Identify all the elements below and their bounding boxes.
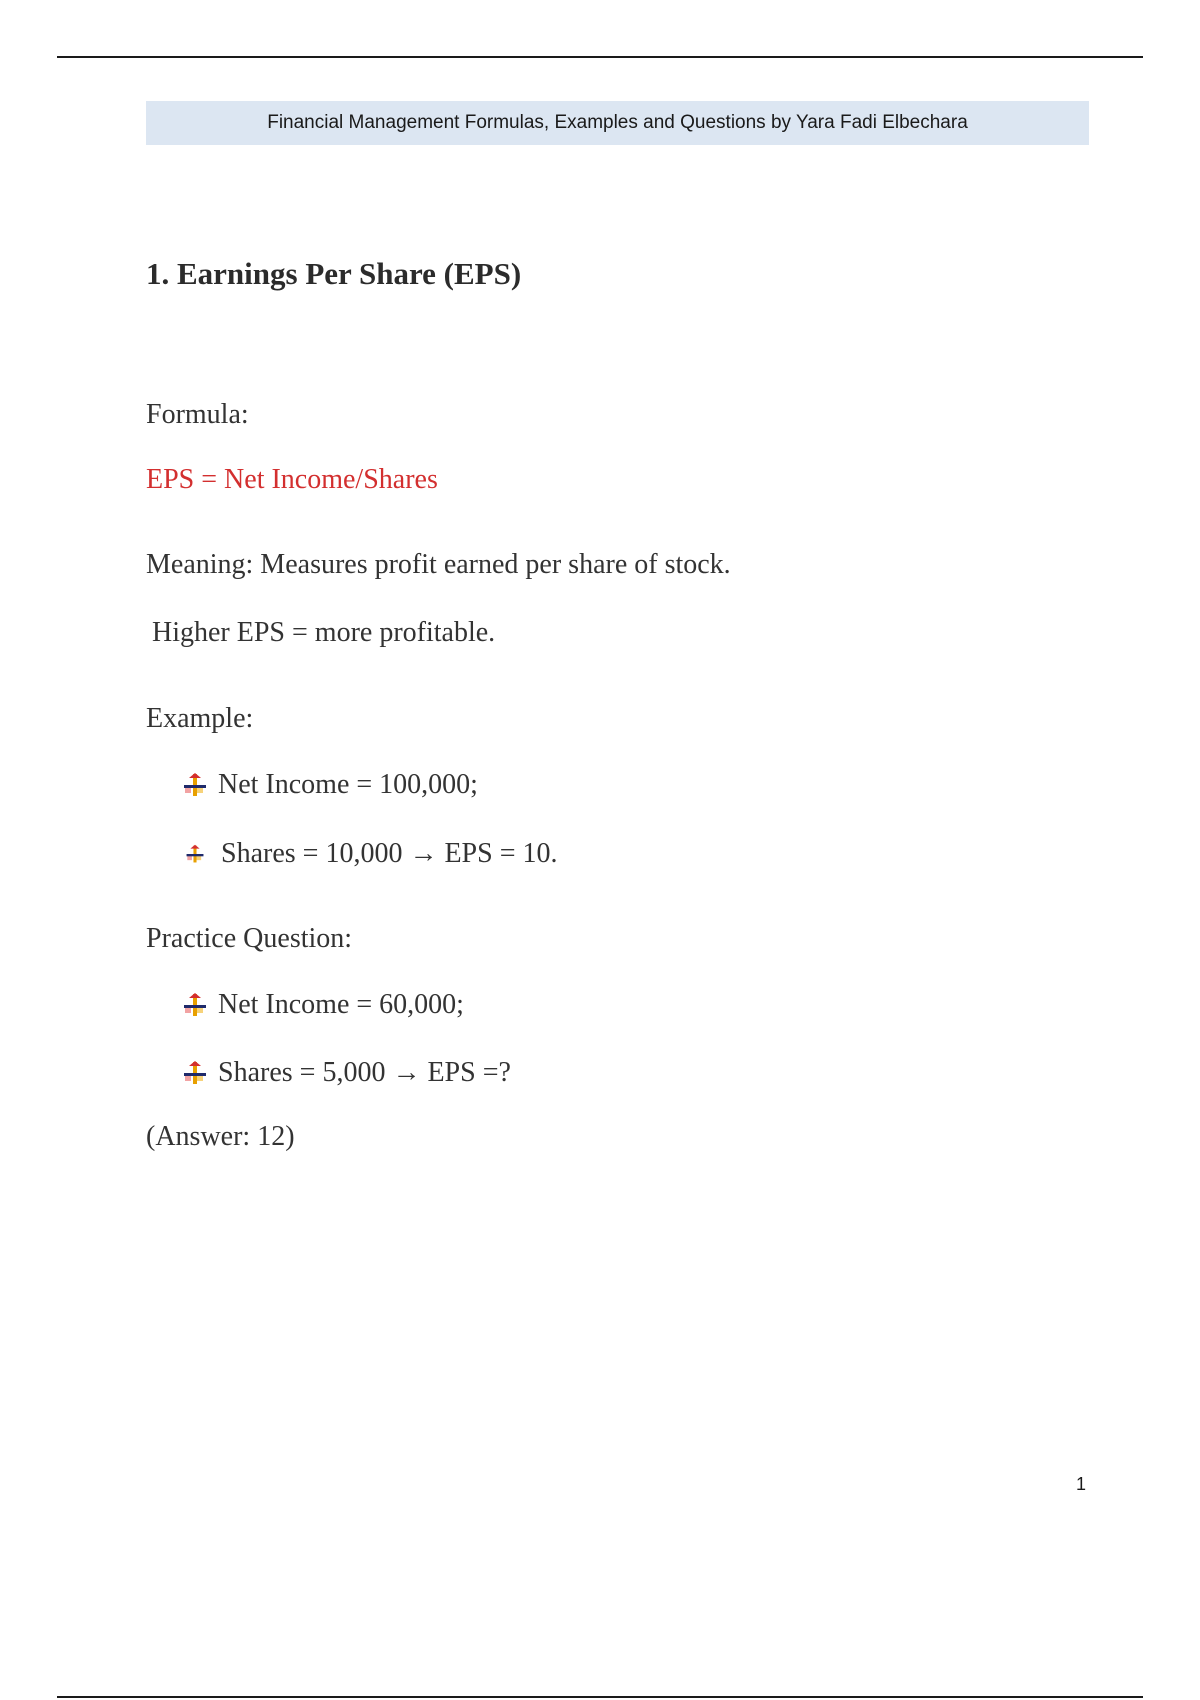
list-item — [182, 837, 557, 871]
plus-arrow-bullet-icon — [182, 1060, 208, 1086]
formula-label: Formula: — [146, 399, 249, 430]
note-text: Higher EPS = more profitable. — [152, 617, 496, 648]
bottom-rule — [57, 1696, 1143, 1698]
plus-arrow-bullet-icon — [185, 844, 205, 864]
list-item-text: Net Income = 100,000; — [218, 769, 478, 800]
meaning-text: Meaning: Measures profit earned per share of stock. — [146, 549, 731, 580]
example-label: Example: — [146, 703, 254, 734]
section-title: 1. Earnings Per Share (EPS) — [146, 256, 522, 291]
list-item — [182, 768, 478, 802]
formula: EPS = Net Income/Shares — [146, 464, 438, 495]
list-item-text: Net Income = 60,000; — [218, 989, 464, 1020]
header-title: Financial Management Formulas, Examples and Questions by Yara Fadi Elbechara — [267, 112, 968, 133]
list-item — [182, 1056, 511, 1090]
list-item-text: Shares = 10,000 → EPS = 10. — [221, 838, 558, 869]
header-band — [146, 101, 1089, 145]
answer-text: (Answer: 12) — [146, 1121, 295, 1152]
practice-label: Practice Question: — [146, 923, 353, 954]
plus-arrow-bullet-icon — [182, 992, 208, 1018]
top-rule — [57, 56, 1143, 58]
page-number: 1 — [1076, 1474, 1087, 1494]
list-item — [182, 988, 464, 1022]
plus-arrow-bullet-icon — [182, 772, 208, 798]
list-item-text: Shares = 5,000 → EPS =? — [218, 1057, 511, 1088]
